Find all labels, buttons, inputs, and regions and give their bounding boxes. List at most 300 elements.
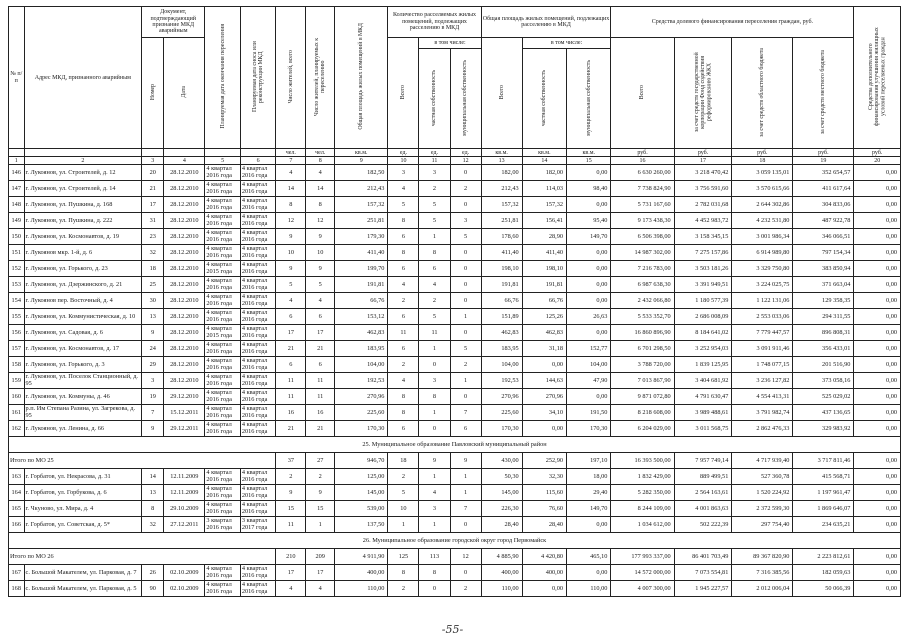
- table-cell: 31: [142, 213, 164, 229]
- table-cell: 32: [142, 245, 164, 261]
- table-cell: 2: [388, 357, 419, 373]
- table-cell: 157,32: [522, 197, 566, 213]
- table-cell: 1: [306, 517, 335, 533]
- table-cell: г. Лукоянов, ул. Строителей, д. 12: [24, 165, 142, 181]
- table-cell: 5 731 167,60: [611, 197, 674, 213]
- table-cell: 4 квартал 2016 года: [205, 357, 241, 373]
- unit-cell: кв.м.: [335, 149, 388, 157]
- table-cell: 11: [306, 373, 335, 389]
- total-cell: 12: [450, 549, 481, 565]
- table-cell: 4 квартал 2016 года: [205, 181, 241, 197]
- table-cell: 50 066,39: [793, 581, 854, 597]
- table-cell: 8: [388, 245, 419, 261]
- table-cell: 150: [9, 229, 25, 245]
- table-cell: 137,50: [335, 517, 388, 533]
- header-demolition-date: Планируемая дата сноса или реконструкции МКД: [240, 7, 276, 149]
- table-cell: 5: [419, 213, 450, 229]
- table-cell: 98,40: [567, 181, 611, 197]
- table-row: [9, 469, 901, 485]
- table-cell: 198,10: [481, 261, 522, 277]
- table-cell: 4 квартал 2016 года: [205, 405, 241, 421]
- table-cell: г. Горбатов, ул. Некрасова, д. 31: [24, 469, 142, 485]
- table-cell: 8: [388, 389, 419, 405]
- table-cell: 4 квартал 2016 года: [240, 485, 276, 501]
- table-cell: 145,00: [335, 485, 388, 501]
- table-cell: 4 квартал 2016 года: [240, 245, 276, 261]
- table-cell: 66,76: [522, 293, 566, 309]
- table-cell: 225,60: [481, 405, 522, 421]
- total-cell: 89 367 820,90: [732, 549, 793, 565]
- table-cell: 4 квартал 2016 года: [240, 277, 276, 293]
- total-cell: 197,10: [567, 453, 611, 469]
- table-cell: 352 654,57: [793, 165, 854, 181]
- table-cell: 12: [276, 213, 306, 229]
- table-cell: 539,00: [335, 501, 388, 517]
- table-cell: 0: [450, 245, 481, 261]
- table-cell: 0,00: [567, 325, 611, 341]
- table-cell: 411,40: [335, 245, 388, 261]
- table-cell: г. Горбатов, ул. Горбукова, д. 6: [24, 485, 142, 501]
- unit-cell: руб.: [611, 149, 674, 157]
- column-number: 19: [793, 157, 854, 165]
- table-cell: 18,00: [567, 469, 611, 485]
- table-cell: 6: [388, 229, 419, 245]
- table-cell: 0: [450, 277, 481, 293]
- table-cell: 4 квартал 2016 года: [240, 165, 276, 181]
- header-rooms-private: частная собственность: [419, 49, 450, 149]
- table-cell: 154: [9, 293, 25, 309]
- table-cell: 400,00: [335, 565, 388, 581]
- table-cell: 9: [276, 261, 306, 277]
- table-cell: 1: [419, 469, 450, 485]
- table-cell: 157: [9, 341, 25, 357]
- table-cell: 0,00: [854, 213, 901, 229]
- table-cell: 373 058,16: [793, 373, 854, 389]
- table-cell: 1: [450, 469, 481, 485]
- table-cell: 47,90: [567, 373, 611, 389]
- header-funds-total: Всего: [611, 38, 674, 149]
- table-cell: 3 404 681,92: [674, 373, 732, 389]
- table-cell: г. Лукоянов, ул. Горького, д. 23: [24, 261, 142, 277]
- table-cell: 5: [388, 485, 419, 501]
- table-cell: 4 квартал 2016 года: [205, 229, 241, 245]
- table-cell: г. Лукоянов, ул. Коммуны, д. 46: [24, 389, 142, 405]
- header-additional-funds: Средства дополнительного финансирования улучшения жилищных условий переселяемых граждан: [854, 7, 901, 149]
- table-cell: 8: [419, 565, 450, 581]
- total-cell: 0,00: [854, 549, 901, 565]
- table-cell: 3 391 949,51: [674, 277, 732, 293]
- table-cell: 20: [142, 165, 164, 181]
- table-cell: 28,40: [522, 517, 566, 533]
- table-cell: 3 091 911,46: [732, 341, 793, 357]
- table-cell: 10: [306, 245, 335, 261]
- table-cell: 15.12.2011: [164, 405, 205, 421]
- table-cell: 32: [142, 517, 164, 533]
- column-number: 11: [419, 157, 450, 165]
- header-funds-group: Средства долевого финансирования переселения граждан, руб.: [611, 7, 854, 38]
- table-cell: 31,18: [522, 341, 566, 357]
- table-cell: 462,83: [522, 325, 566, 341]
- table-cell: 4 квартал 2016 года: [240, 469, 276, 485]
- table-cell: 182,00: [481, 165, 522, 181]
- table-cell: 2 686 008,09: [674, 309, 732, 325]
- table-cell: 0,00: [854, 197, 901, 213]
- column-number: 16: [611, 157, 674, 165]
- table-row: [9, 165, 901, 181]
- table-cell: 125,26: [522, 309, 566, 325]
- total-cell: 3 717 811,46: [793, 453, 854, 469]
- table-cell: 3: [388, 165, 419, 181]
- table-cell: 234 635,21: [793, 517, 854, 533]
- table-cell: 13: [142, 309, 164, 325]
- total-cell: 2 223 812,61: [793, 549, 854, 565]
- table-cell: 8: [388, 405, 419, 421]
- table-cell: 156,41: [522, 213, 566, 229]
- table-cell: 8: [388, 565, 419, 581]
- header-residents-planned: Число жителей, планируемых к переселению: [306, 7, 335, 149]
- table-cell: 346 066,51: [793, 229, 854, 245]
- column-number: 10: [388, 157, 419, 165]
- table-cell: 183,95: [335, 341, 388, 357]
- table-cell: 0,00: [854, 405, 901, 421]
- table-cell: 0: [450, 565, 481, 581]
- table-cell: 3 011 568,75: [674, 421, 732, 437]
- table-cell: 0,00: [854, 261, 901, 277]
- table-cell: 191,81: [335, 277, 388, 293]
- table-cell: 170,30: [481, 421, 522, 437]
- table-cell: 157,32: [335, 197, 388, 213]
- unit-cell: кв.м.: [567, 149, 611, 157]
- table-cell: 356 433,01: [793, 341, 854, 357]
- table-cell: 14 987 302,00: [611, 245, 674, 261]
- table-cell: 4: [306, 165, 335, 181]
- table-cell: 147: [9, 181, 25, 197]
- table-cell: 10: [388, 501, 419, 517]
- table-cell: 149: [9, 213, 25, 229]
- table-cell: 0,00: [567, 277, 611, 293]
- total-row: [9, 453, 901, 469]
- table-cell: 4 квартал 2016 года: [205, 309, 241, 325]
- table-cell: 0,00: [854, 581, 901, 597]
- table-cell: 28.12.2010: [164, 373, 205, 389]
- table-cell: 3 503 181,26: [674, 261, 732, 277]
- total-cell: 465,10: [567, 549, 611, 565]
- total-cell: 9: [419, 453, 450, 469]
- table-cell: г. Лукоянов, ул. Космонавтов, д. 19: [24, 229, 142, 245]
- table-cell: 145,00: [481, 485, 522, 501]
- table-cell: 6: [388, 309, 419, 325]
- table-cell: 0,00: [522, 357, 566, 373]
- table-cell: 4: [276, 293, 306, 309]
- table-cell: 7 738 824,90: [611, 181, 674, 197]
- table-cell: 4 квартал 2016 года: [205, 469, 241, 485]
- table-cell: 4 квартал 2016 года: [205, 389, 241, 405]
- table-cell: 411,40: [481, 245, 522, 261]
- table-cell: г. Лукоянов, ул. Дзержинского, д. 21: [24, 277, 142, 293]
- table-cell: 6 630 260,00: [611, 165, 674, 181]
- column-number: 8: [306, 157, 335, 165]
- table-cell: 12.11.2009: [164, 485, 205, 501]
- table-cell: 3 570 615,66: [732, 181, 793, 197]
- table-row: [9, 197, 901, 213]
- table-cell: 3 001 986,34: [732, 229, 793, 245]
- table-cell: 16: [276, 405, 306, 421]
- table-cell: 3: [419, 373, 450, 389]
- table-cell: 415 568,71: [793, 469, 854, 485]
- unit-cell: ед.: [388, 149, 419, 157]
- table-cell: 115,60: [522, 485, 566, 501]
- table-cell: 8: [419, 245, 450, 261]
- table-cell: 0: [419, 357, 450, 373]
- table-cell: 66,76: [481, 293, 522, 309]
- column-number: 7: [276, 157, 306, 165]
- table-cell: 6 204 029,00: [611, 421, 674, 437]
- table-cell: 0,00: [854, 165, 901, 181]
- table-cell: г. Лукоянов, ул. Ленина, д. 66: [24, 421, 142, 437]
- section-row: [9, 533, 901, 549]
- table-cell: 90: [142, 581, 164, 597]
- column-number: 15: [567, 157, 611, 165]
- table-cell: 6 914 989,80: [732, 245, 793, 261]
- table-cell: 17: [142, 197, 164, 213]
- table-cell: 297 754,40: [732, 517, 793, 533]
- table-row: [9, 517, 901, 533]
- table-cell: 29.10.2009: [164, 501, 205, 517]
- header-relocation-date: Планируемая дата окончания переселения: [205, 7, 241, 149]
- table-cell: 28.12.2010: [164, 277, 205, 293]
- table-cell: 4: [306, 581, 335, 597]
- table-cell: 5 533 352,70: [611, 309, 674, 325]
- table-cell: 0: [450, 517, 481, 533]
- header-local: за счет средств местного бюджета: [793, 38, 854, 149]
- table-cell: 21: [306, 421, 335, 437]
- total-cell: 37: [276, 453, 306, 469]
- table-cell: 29: [142, 357, 164, 373]
- table-cell: 371 663,04: [793, 277, 854, 293]
- table-cell: 157,32: [481, 197, 522, 213]
- table-cell: 0,00: [854, 245, 901, 261]
- table-cell: 0,00: [567, 245, 611, 261]
- total-cell: 4 911,90: [335, 549, 388, 565]
- header-row: [9, 7, 901, 38]
- table-cell: 7 316 385,56: [732, 565, 793, 581]
- table-cell: 4 квартал 2016 года: [205, 277, 241, 293]
- header-residents-total: Число жителей, всего: [276, 7, 306, 149]
- table-cell: 17: [306, 565, 335, 581]
- table-cell: 160: [9, 389, 25, 405]
- table-cell: 1 748 077,15: [732, 357, 793, 373]
- column-number: 9: [335, 157, 388, 165]
- table-cell: г. Горбатов, ул. Советская, д. 5*: [24, 517, 142, 533]
- table-cell: 0,00: [854, 341, 901, 357]
- table-cell: 1: [450, 485, 481, 501]
- table-body: [9, 7, 901, 597]
- header-area-municipal: муниципальная собственность: [567, 49, 611, 149]
- table-cell: 153: [9, 277, 25, 293]
- table-cell: 168: [9, 581, 25, 597]
- total-cell: 27: [306, 453, 335, 469]
- total-cell: 946,70: [335, 453, 388, 469]
- table-cell: 191,50: [567, 405, 611, 421]
- table-cell: 251,81: [335, 213, 388, 229]
- total-cell: 177 993 337,00: [611, 549, 674, 565]
- table-cell: 28.12.2010: [164, 325, 205, 341]
- table-row: [9, 341, 901, 357]
- table-cell: 400,00: [522, 565, 566, 581]
- unit-cell: кв.м.: [481, 149, 522, 157]
- table-cell: 76,60: [522, 501, 566, 517]
- table-cell: 14 572 000,00: [611, 565, 674, 581]
- total-cell: 125: [388, 549, 419, 565]
- table-cell: 182,50: [335, 165, 388, 181]
- table-cell: 15: [276, 501, 306, 517]
- table-row: [9, 213, 901, 229]
- table-cell: 400,00: [481, 565, 522, 581]
- table-cell: 0,00: [567, 389, 611, 405]
- table-cell: 34,10: [522, 405, 566, 421]
- header-address: Адрес МКД, признанного аварийным: [24, 7, 142, 149]
- table-cell: 4: [419, 277, 450, 293]
- table-cell: 6: [276, 309, 306, 325]
- table-cell: 5: [276, 277, 306, 293]
- header-document: Документ, подтверждающий признание МКД аварийным: [142, 7, 205, 38]
- table-cell: 164: [9, 485, 25, 501]
- table-cell: 6: [388, 341, 419, 357]
- table-cell: 11: [276, 517, 306, 533]
- table-cell: 2 372 599,30: [732, 501, 793, 517]
- table-cell: 9: [142, 325, 164, 341]
- table-cell: 4 квартал 2016 года: [240, 261, 276, 277]
- table-cell: 6: [276, 357, 306, 373]
- total-cell: 86 401 703,49: [674, 549, 732, 565]
- table-cell: 201 516,90: [793, 357, 854, 373]
- table-cell: 7 013 867,90: [611, 373, 674, 389]
- table-cell: 4 квартал 2016 года: [205, 421, 241, 437]
- column-number-row: [9, 157, 901, 165]
- total-cell: 18: [388, 453, 419, 469]
- table-cell: 1 945 227,57: [674, 581, 732, 597]
- table-cell: 3 756 591,60: [674, 181, 732, 197]
- table-cell: 0: [450, 293, 481, 309]
- table-cell: 0,00: [854, 421, 901, 437]
- total-cell: 0,00: [854, 453, 901, 469]
- table-cell: 30: [142, 293, 164, 309]
- table-cell: 2 862 476,33: [732, 421, 793, 437]
- table-cell: 225,60: [335, 405, 388, 421]
- table-cell: 167: [9, 565, 25, 581]
- table-cell: 0,00: [522, 421, 566, 437]
- table-cell: 4: [388, 277, 419, 293]
- table-cell: 0: [450, 197, 481, 213]
- table-cell: 4: [419, 485, 450, 501]
- table-cell: 4 квартал 2015 года: [205, 261, 241, 277]
- table-cell: 162: [9, 421, 25, 437]
- table-cell: 3 158 345,15: [674, 229, 732, 245]
- table-cell: 270,96: [522, 389, 566, 405]
- table-cell: 182 059,63: [793, 565, 854, 581]
- table-cell: 159: [9, 373, 25, 389]
- column-number: 14: [522, 157, 566, 165]
- table-cell: 02.10.2009: [164, 565, 205, 581]
- table-cell: 3 218 470,42: [674, 165, 732, 181]
- table-cell: 19: [142, 389, 164, 405]
- table-row: [9, 565, 901, 581]
- section-title: 26. Муниципальное образование городской округ город Первомайск: [9, 533, 901, 549]
- table-cell: 3: [419, 501, 450, 517]
- total-label: Итого по МО 25: [9, 453, 276, 469]
- table-row: [9, 325, 901, 341]
- table-cell: 304 833,06: [793, 197, 854, 213]
- table-cell: 1 034 612,00: [611, 517, 674, 533]
- column-number: 5: [205, 157, 241, 165]
- table-cell: 212,43: [335, 181, 388, 197]
- table-row: [9, 293, 901, 309]
- table-cell: 152: [9, 261, 25, 277]
- table-cell: 4 квартал 2016 года: [240, 181, 276, 197]
- table-cell: 26,63: [567, 309, 611, 325]
- table-cell: г. Лукоянов, ул. Поселок Станционный, д. 95: [24, 373, 142, 389]
- table-cell: г. Лукоянов, ул. Садовая, д. 6: [24, 325, 142, 341]
- table-cell: 1: [419, 229, 450, 245]
- table-cell: г. Лукоянов, ул. Пушкина, д. 222: [24, 213, 142, 229]
- table-cell: 0,00: [854, 181, 901, 197]
- table-cell: 5: [419, 309, 450, 325]
- header-row-2: [9, 38, 901, 49]
- table-cell: 0,00: [567, 517, 611, 533]
- table-cell: 6 506 398,00: [611, 229, 674, 245]
- table-cell: 191,81: [481, 277, 522, 293]
- table-cell: 5: [306, 277, 335, 293]
- table-cell: 1 832 429,00: [611, 469, 674, 485]
- table-cell: 4 квартал 2016 года: [205, 165, 241, 181]
- table-cell: 28.12.2010: [164, 261, 205, 277]
- header-area-incl: в том числе:: [522, 38, 611, 49]
- table-cell: 8: [419, 389, 450, 405]
- table-cell: 4 квартал 2016 года: [205, 245, 241, 261]
- table-cell: 4 791 630,47: [674, 389, 732, 405]
- unit-cell: руб.: [793, 149, 854, 157]
- table-cell: 4 квартал 2016 года: [240, 325, 276, 341]
- table-cell: 28.12.2010: [164, 245, 205, 261]
- table-cell: 165: [9, 501, 25, 517]
- table-cell: 6: [388, 421, 419, 437]
- table-cell: 2: [419, 293, 450, 309]
- table-cell: 66,76: [335, 293, 388, 309]
- column-number: 1: [9, 157, 25, 165]
- table-cell: 14: [306, 181, 335, 197]
- table-cell: 29,40: [567, 485, 611, 501]
- table-cell: 110,00: [567, 581, 611, 597]
- table-cell: 4 квартал 2015 года: [205, 325, 241, 341]
- table-cell: 0,00: [854, 565, 901, 581]
- table-cell: 6: [388, 261, 419, 277]
- table-cell: 8: [306, 197, 335, 213]
- table-cell: 0,00: [854, 325, 901, 341]
- unit-cell: кв.м.: [522, 149, 566, 157]
- table-cell: 28.12.2010: [164, 229, 205, 245]
- unit-cell: руб.: [674, 149, 732, 157]
- table-cell: 487 922,78: [793, 213, 854, 229]
- table-cell: 28.12.2010: [164, 197, 205, 213]
- table-cell: 4 квартал 2016 года: [240, 357, 276, 373]
- table-cell: 462,83: [335, 325, 388, 341]
- table-cell: 9: [276, 229, 306, 245]
- table-cell: 251,81: [481, 213, 522, 229]
- table-cell: 2: [388, 469, 419, 485]
- unit-cell: чел.: [306, 149, 335, 157]
- table-cell: 9: [276, 485, 306, 501]
- table-cell: 110,00: [335, 581, 388, 597]
